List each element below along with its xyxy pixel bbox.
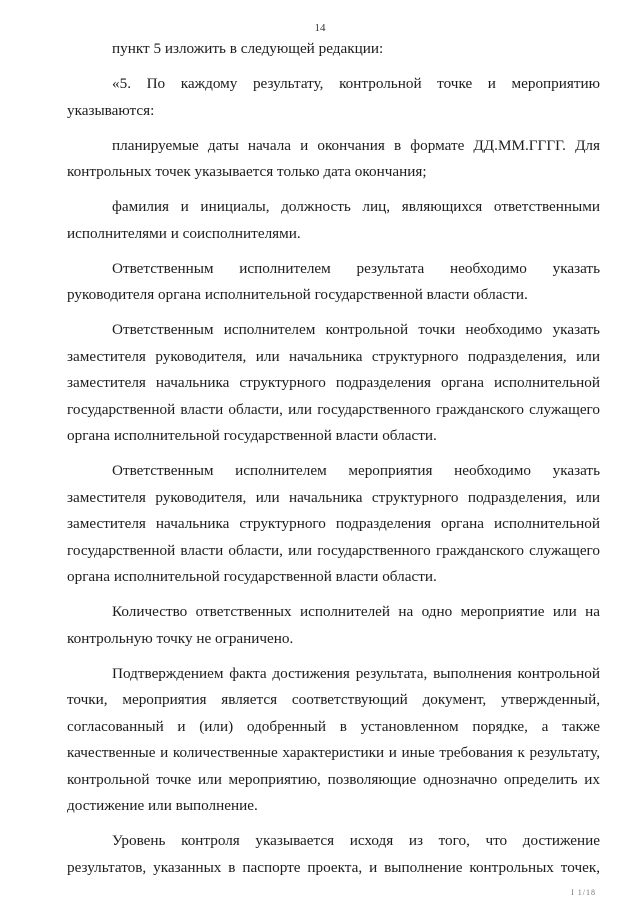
paragraph-6: Ответственным исполнителем контрольной точки необходимо указать заместителя руководителя, или начальника структурного подразделения, или заместителя начальника структурного подразделения органа исполнительной государственной власти области, или государственного гражданского служащего органа исполнительной государственной власти области. — [67, 321, 600, 444]
footer-mark: I 1/18 — [571, 888, 596, 897]
paragraph-9: Подтверждением факта достижения результата, выполнения контрольной точки, мероприятия является соответствующий документ, утвержденный, согласованный и (или) одобренный в установленном порядке, а также качественные и количественные характеристики и иные требования к результату, контрольной точке или мероприятию, позволяющие однозначно определить их достижение или выполнение. — [67, 664, 600, 814]
paragraph-4: фамилия и инициалы, должность лиц, являющихся ответственными исполнителями и соисполнителями. — [67, 198, 600, 242]
document-body — [67, 36, 600, 890]
paragraph-5: Ответственным исполнителем результата необходимо указать руководителя органа исполнительной государственной власти области. — [67, 259, 600, 303]
page-number: 14 — [314, 22, 326, 34]
paragraph-10: Уровень контроля указывается исходя из того, что достижение результатов, указанных в паспорте проекта, и выполнение контрольных точек, — [67, 832, 600, 876]
paragraph-1: пункт 5 изложить в следующей редакции: — [112, 40, 384, 57]
paragraph-8: Количество ответственных исполнителей на одно мероприятие или на контрольную точку не ограничено. — [67, 603, 600, 647]
paragraph-2: «5. По каждому результату, контрольной точке и мероприятию указываются: — [67, 75, 600, 119]
paragraph-3: планируемые даты начала и окончания в формате ДД.ММ.ГГГГ. Для контрольных точек указывается только дата окончания; — [67, 136, 600, 180]
paragraph-7: Ответственным исполнителем мероприятия необходимо указать заместителя руководителя, или начальника структурного подразделения, или заместителя начальника структурного подразделения органа исполнительной государственной власти области, или государственного гражданского служащего органа исполнительной государственной власти области. — [67, 462, 600, 585]
